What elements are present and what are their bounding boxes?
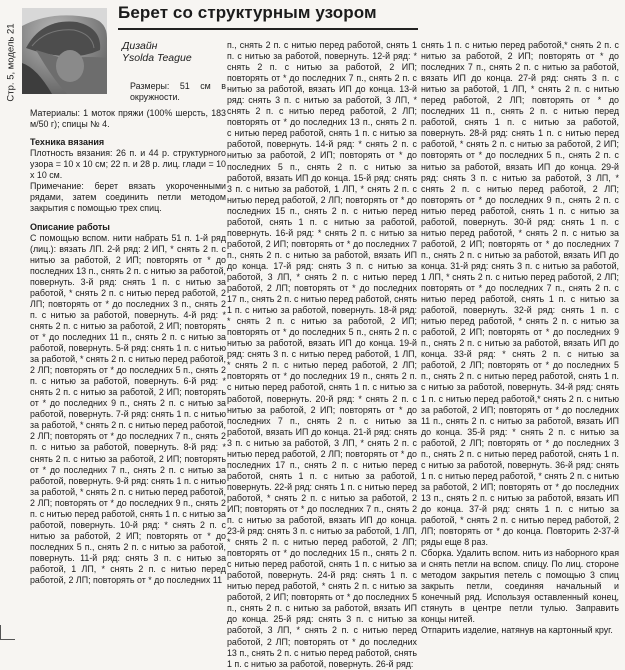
title-divider bbox=[118, 28, 418, 30]
page-reference-text: Стр. 5, модель 21 bbox=[5, 23, 17, 102]
designer-credit bbox=[122, 40, 192, 64]
description-heading: Описание работы bbox=[30, 221, 110, 232]
instructions-part-2: п., снять 2 п. с нитью перед работой, снять 1 п. с нитью за работой, повернуть. 12-й ряд: * снять 2 п. с нитью за работой, 2 ИП; повторять от * до последних 7 п., снять 2 п. с нитью за работой, вязать ИП до конца. 13-й ряд: снять 3 п. с нитью за работой, 3 ЛП, * снять 2 п. с нитью перед работой, 2 ЛП; повторять от * до последних 13 п., снять 2 п. с нитью перед работой, снять 1 п. с нитью за работой, повернуть. 14-й ряд: * снять 2 п. с нитью за работой, 2 ИП; повторять от * до последних 5 п., снять 2 п. с нитью за работой, вязать ИП до конца. 15-й ряд: снять 3 п. с нитью за работой, 1 ЛП, * снять 2 п. с нитью перед работой, 2 ЛП; повторять от * до последних 15 п., снять 2 п. с нитью перед работой, снять 1 п. с нитью за работой, повернуть. 16-й ряд: * снять 2 п. с нитью за работой, 2 ИП; повторять от * до последних 7 п., снять 2 п. с нитью за работой, вязать ИП до конца. 17-й ряд: снять 3 п. с нитью за работой, 3 ЛП, * снять 2 п. с нитью перед работой, 2 ЛП; повторять от * до последних 17 п., снять 2 п. с нитью перед работой, снять 1 п. с нитью за работой, повернуть. 18-й ряд: * снять 2 п. с нитью за работой, 2 ИП; повторять от * до последних 5 п., снять 2 п. с нитью за работой, вязать ИП до конца. 19-й ряд: снять 3 п. с нитью перед работой, 1 ЛП, * снять 2 п. с нитью перед работой, 2 ЛП; повторять от * до последних 19 п., снять 2 п. с нитью перед работой, снять 1 п. с нитью за работой, повернуть. 20-й ряд: * снять 2 п. с нитью за работой, 2 ИП; повторять от * до последних 7 п., снять 2 п. с нитью за работой, вязать ИП до конца. 21-й ряд: снять 3 п. с нитью за работой, 3 ЛП, * снять 2 п. с нитью перед работой, 2 ЛП; повторять от * до последних 17 п., снять 2 п. с нитью перед работой, снять 1 п. с нитью за работой, повернуть. 22-й ряд: снять 1 п. с нитью перед работой, * снять 2 п. с нитью за работой, 2 ИП; повторять от * до последних 7 п., снять 2 п. с нитью за работой, вязать ИП до конца. 23-й ряд: снять 3 п. с нитью за работой, 1 ЛП, * снять 2 п. с нитью перед работой, 2 ЛП; повторять от * до последних 15 п., снять 2 п. с нитью перед работой, снять 1 п. с нитью за работой, повернуть. 24-й ряд: снять 1 п. с нитью перед работой, * снять 2 п. с нитью за работой, 2 ИП; повторять от * до последних 5 п., снять 2 п. с нитью за работой, вязать ИП до конца. 25-й ряд: снять 3 п. с нитью за работой, 3 ЛП, * снять 2 п. с нитью перед работой, 2 ЛП; повторять от * до последних 13 п., снять 2 п. с нитью перед работой, снять 1 п. с нитью за работой, повернуть. 26-й ряд: bbox=[227, 40, 417, 669]
designer-name: Ysolda Teague bbox=[122, 52, 192, 64]
density-text: Плотность вязания: 26 п. и 44 р. структурного узора = 10 х 10 см; 22 п. и 28 р. лиц. глади = 10 х 10 см. bbox=[30, 148, 226, 181]
page-title: Берет со структурным узором bbox=[118, 3, 377, 22]
instructions-part-3: снять 1 п. с нитью перед работой,* снять 2 п. с нитью за работой, 2 ИП; повторять от * до последних 7 п., снять 2 п. с нитью за работой, вязать ИП до конца. 27-й ряд: снять 3 п. с нитью за работой, 1 ЛП, * снять 2 п. с нитью перед работой, 2 ЛП; повторять от * до последних 11 п., снять 2 п. с нитью перед работой, снять 1 п. с нитью за работой, повернуть. 28-й ряд: снять 1 п. с нитью перед работой, * снять 2 п. с нитью за работой, 2 ИП; повторять от * до последних 5 п., снять 2 п. с нитью за работой, вязать ИП до конца. 29-й ряд: снять 3 п. с нитью за работой, 3 ЛП, * снять 2 п. с нитью перед работой, 2 ЛП; повторять от * до последних 9 п., снять 2 п. с нитью перед работой, снять 1 п. с нитью за работой, повернуть. 30-й ряд: снять 1 п. с нитью перед работой, * снять 2 п. с нитью за работой, 2 ИП; повторять от * до последних 7 п., снять 2 п. с нитью за работой, вязать ИП до конца. 31-й ряд: снять 3 п. с нитью за работой, 1 ЛП, * снять 2 п. с нитью перед работой, 2 ЛП; повторять от * до последних 7 п., снять 2 п. с нитью перед работой, снять 1 п. с нитью за работой, повернуть. 32-й ряд: снять 1 п. с нитью перед работой, * снять 2 п. с нитью за работой, 2 ИП; повторять от * до последних 9 п., снять 2 п. с нитью за работой, вязать ИП до конца. 33-й ряд: * снять 2 п. с нитью за работой, 2 ЛП; повторять от * до последних 5 п., снять 2 п. с нитью перед работой, снять 1 п. с нитью за работой, повернуть. 34-й ряд: снять 1 п. с нитью перед работой,* снять 2 п. с нитью за работой, 2 ИП; повторять от * до последних 11 п., снять 2 п. с нитью за работой, вязать ИП до конца. 35-й ряд: * снять 2 п. с нитью за работой, 2 ЛП; повторять от * до последних 3 п., снять 2 п. с нитью перед работой, снять 1 п. с нитью за работой, повернуть. 36-й ряд: снять 1 п. с нитью перед работой, * снять 2 п. с нитью за работой, 2 ИП; повторять от * до последних 13 п., снять 2 п. с нитью за работой, вязать ИП до конца. 37-й ряд: снять 1 п. с нитью за работой, * снять 2 п. с нитью перед работой, 2 ЛП; повторять от * до конца. Повторить 2-37-й ряды еще 8 раз. bbox=[421, 40, 619, 548]
sizes-text: Размеры: 51 см в окружности. bbox=[130, 81, 226, 103]
instructions-part-1: С помощью вспом. нити набрать 51 п. 1-й ряд (лиц.): вязать ЛП. 2-й ряд: 2 ИП, * снять 2 п. с нитью за работой, 2 ИП; повторять от * до последних 13 п., снять 2 п. с нитью за работой, повернуть. 3-й ряд: снять 1 п. с нитью за работой, * снять 2 п. с нитью перед работой, 2 ЛП; повторять от * до последних 3 п., снять 2 п. с нитью за работой, повернуть. 4-й ряд: * снять 2 п. с нитью за работой, 2 ИП; повторять от * до последних 11 п., снять 2 п. с нитью за работой, повернуть. 5-й ряд: снять 1 п. с нитью за работой, * снять 2 п. с нитью перед работой, 2 ЛП; повторять от * до последних 5 п., снять 2 п. с нитью за работой, повернуть. 6-й ряд: * снять 2 п. с нитью за работой, 2 ИП; повторять от * до последних 9 п., снять 2 п. с нитью за работой, повернуть. 7-й ряд: снять 1 п. с нитью за работой, * снять 2 п. с нитью перед работой, 2 ЛП; повторять от * до последних 7 п., снять 2 п. с нитью за работой, повернуть. 8-й ряд: * снять 2 п. с нитью за работой, 2 ИП; повторять от * до последних 7 п., снять 2 п. с нитью за работой, повернуть. 9-й ряд: снять 1 п. с нитью за работой, * снять 2 п. с нитью перед работой, 2 ЛП; повторять от * до последних 9 п., снять 2 п. с нитью перед работой, снять 1 п. с нитью за работой, повернуть. 10-й ряд: * снять 2 п. с нитью за работой, 2 ИП; повторять от * до последних 5 п., снять 2 п. с нитью за работой, повернуть. 11-й ряд: снять 3 п. с нитью за работой, 1 ЛП, * снять 2 п. с нитью перед работой, 2 ЛП; повторять от * до последних 11 bbox=[30, 232, 226, 586]
designer-label: Дизайн bbox=[122, 40, 158, 52]
assembly-text: Сборка. Удалить вспом. нить из наборного края и снять петли на вспом. спицу. По лиц. стороне методом закрытия петель с помощью 3 спиц закрыть петли, соединяя начальный и конечный ряд. Используя оставленный конец, стянуть в центре петли тулью. Заправить концы нитей. bbox=[421, 548, 619, 625]
crop-mark bbox=[0, 625, 15, 640]
note-text: Примечание: берет вязать укороченными рядами, затем соединить петли методом закрытия с помощью трех спиц. bbox=[30, 181, 226, 214]
finishing-text: Отпарить изделие, натянув на картонный круг. bbox=[421, 625, 613, 636]
technique-heading: Техника вязания bbox=[30, 137, 105, 148]
page-reference bbox=[2, 10, 18, 120]
materials-text: Материалы: 1 моток пряжи (100% шерсть, 183 м/50 г); спицы № 4. bbox=[30, 108, 226, 130]
column-right bbox=[421, 40, 619, 640]
column-middle bbox=[227, 40, 417, 669]
column-left bbox=[30, 81, 226, 641]
